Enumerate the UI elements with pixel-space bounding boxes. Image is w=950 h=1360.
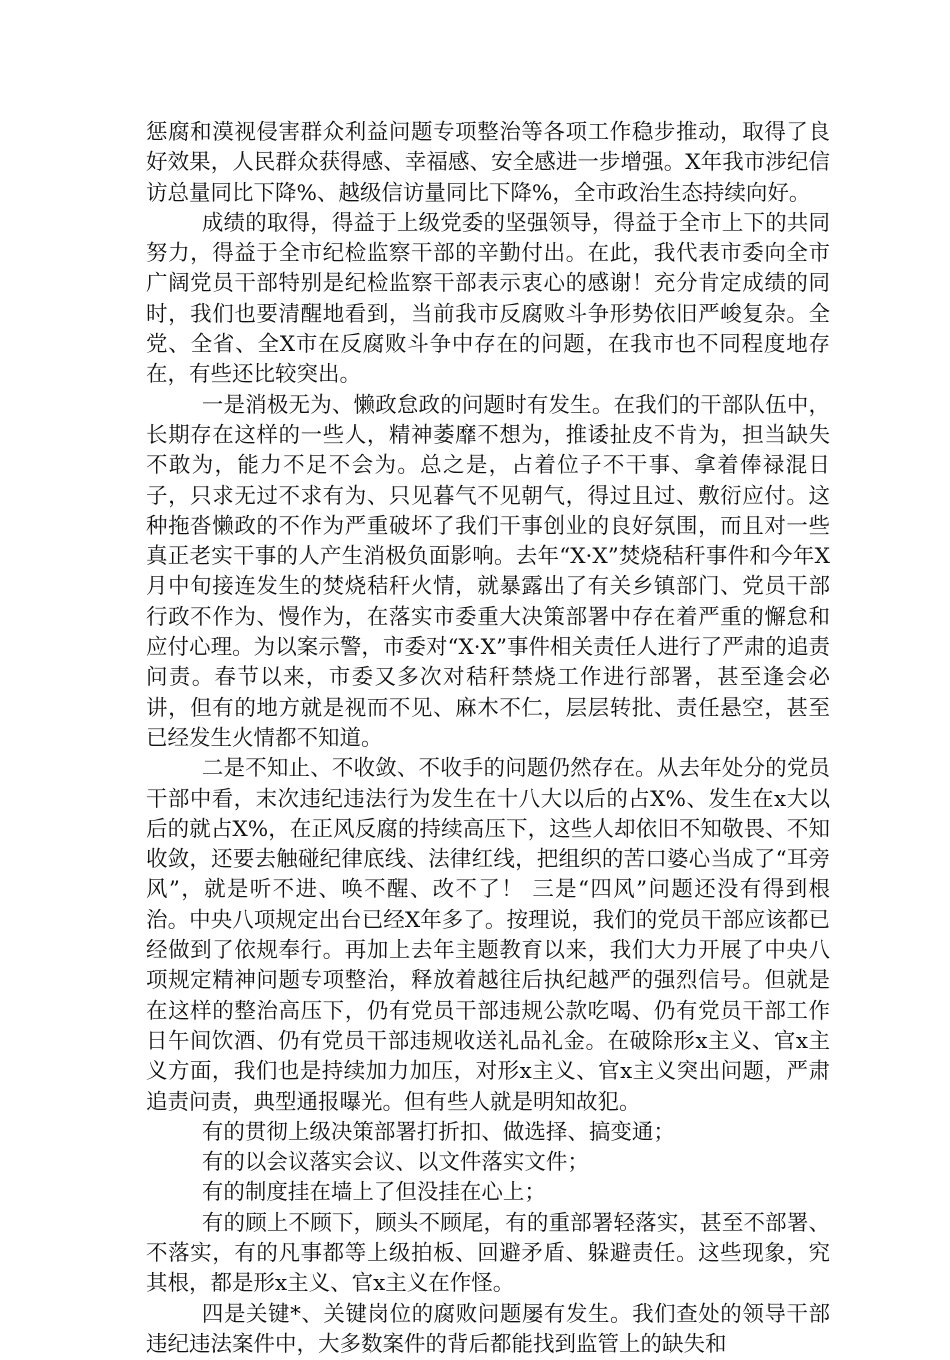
paragraph-4: 二是不知止、不收敛、不收手的问题仍然存在。从去年处分的党员干部中看，末次违纪违法行为发生在十八大以后的占X%、发生在x大以后的就占X%，在正风反腐的持续高压下，这些人却依旧不知敬畏、不知收敛，还要去触碰纪律底线、法律红线，把组织的苦口婆心当成了“耳旁风”，就是听不进、唤不醒、改不了！ 三是“四风”问题还没有得到根治。中央八项规定出台已经X年多了。按理说，我们的党员干部应该都已经做到了依规奉行。再加上去年主题教育以来，我们大力开展了中央八项规定精神问题专项整治，释放着越往后执纪越严的强烈信号。但就是在这样的整治高压下，仍有党员干部违规公款吃喝、仍有党员干部工作日午间饮酒、仍有党员干部违规收送礼品礼金。在破除形x主义、官x主义方面，我们也是持续加力加压，对形x主义、官x主义突出问题，严肃追责问责，典型通报曝光。但有些人就是明知故犯。 xyxy=(146,756,830,1115)
paragraph-7: 有的制度挂在墙上了但没挂在心上； xyxy=(201,1180,546,1206)
paragraph-9: 四是关键*、关键岗位的腐败问题屡有发生。我们查处的领导干部违纪违法案件中，大多数案件的背后都能找到监管上的缺失和 xyxy=(146,1301,830,1357)
paragraph-5: 有的贯彻上级决策部署打折扣、做选择、搞变通； xyxy=(201,1119,675,1145)
paragraph-3: 一是消极无为、懒政怠政的问题时有发生。在我们的干部队伍中，长期存在这样的一些人，精神萎靡不想为，推诿扯皮不肯为，担当缺失不敢为，能力不足不会为。总之是，占着位子不干事、拿着俸禄混日子，只求无过不求有为、只见暮气不见朝气，得过且过、敷衍应付。这种拖沓懒政的不作为严重破坏了我们干事创业的良好氛围，而且对一些真正老实干事的人产生消极负面影响。去年“X·X”焚烧秸秆事件和今年X月中旬接连发生的焚烧秸秆火情，就暴露出了有关乡镇部门、党员干部行政不作为、慢作为，在落实市委重大决策部署中存在着严重的懈怠和应付心理。为以案示警，市委对“X·X”事件相关责任人进行了严肃的追责问责。春节以来，市委又多次对秸秆禁烧工作进行部署，甚至逢会必讲，但有的地方就是视而不见、麻木不仁，层层转批、责任悬空，甚至已经发生火情都不知道。 xyxy=(146,392,830,751)
paragraph-1: 惩腐和漠视侵害群众利益问题专项整治等各项工作稳步推动，取得了良好效果，人民群众获得感、幸福感、安全感进一步增强。X年我市涉纪信访总量同比下降%、越级信访量同比下降%，全市政治生态持续向好。 xyxy=(146,120,830,206)
paragraph-2: 成绩的取得，得益于上级党委的坚强领导，得益于全市上下的共同努力，得益于全市纪检监察干部的辛勤付出。在此，我代表市委向全市广阔党员干部特别是纪检监察干部表示衷心的感谢！充分肯定成绩的同时，我们也要清醒地看到，当前我市反腐败斗争形势依旧严峻复杂。全党、全省、全X市在反腐败斗争中存在的问题，在我市也不同程度地存在，有些还比较突出。 xyxy=(146,210,830,388)
paragraph-6: 有的以会议落实会议、以文件落实文件； xyxy=(201,1150,589,1176)
paragraph-8: 有的顾上不顾下，顾头不顾尾，有的重部署轻落实，甚至不部署、不落实，有的凡事都等上级拍板、回避矛盾、躲避责任。这些现象，究其根，都是形x主义、官x主义在作怪。 xyxy=(146,1210,830,1297)
document-body xyxy=(146,118,830,1360)
